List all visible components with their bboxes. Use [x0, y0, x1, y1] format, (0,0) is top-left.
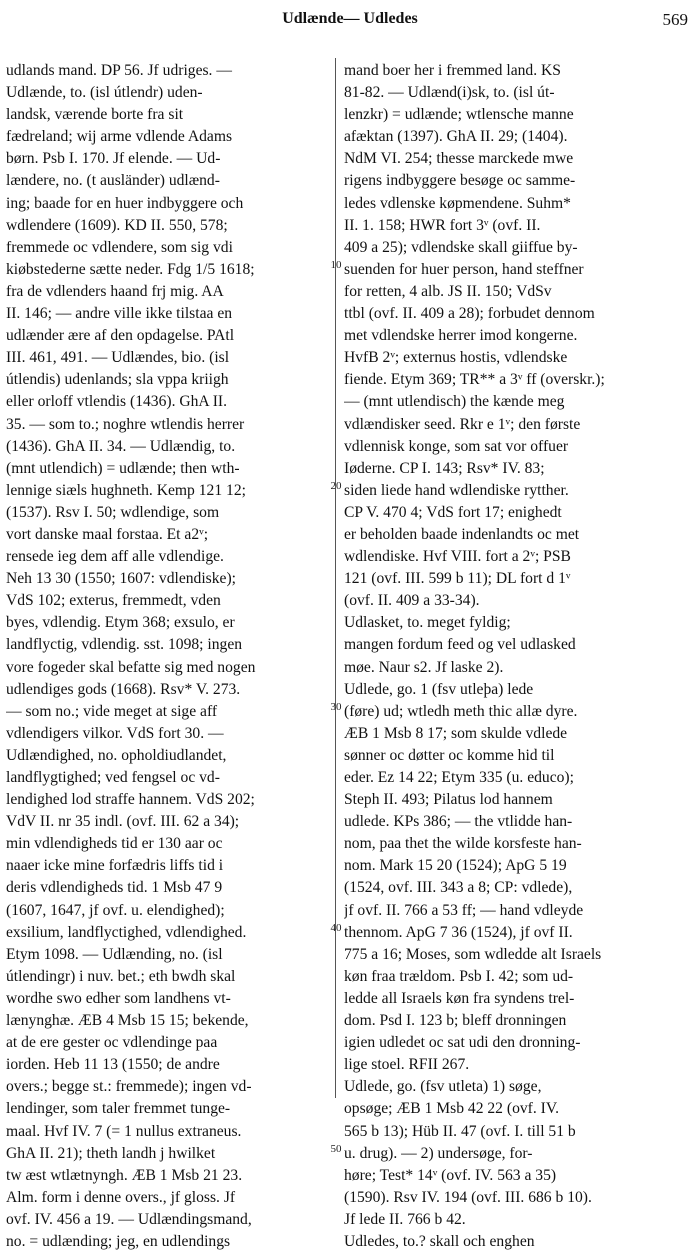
text-line: útlendis) udenlands; sla vppa kriigh: [6, 371, 229, 389]
text-line: vdlændisker seed. Rkr e 1ᵛ; den første: [344, 415, 581, 433]
text-line: deris vdlendigheds tid. 1 Msb 47 9: [6, 879, 223, 897]
left-column: [6, 60, 328, 1253]
text-line: 565 b 13); Hüb II. 47 (ovf. I. till 51 b: [344, 1122, 576, 1140]
text-line: fiende. Etym 369; TR** a 3ᵛ ff (overskr.);: [344, 371, 605, 389]
text-line: landflygtighed; ved fengsel oc vd-: [6, 769, 220, 786]
text-line: sønner oc døtter oc komme hid til: [344, 746, 555, 764]
text-line: eller orloff vtlendis (1436). GhA II.: [6, 393, 228, 411]
text-line: maal. Hvf IV. 7 (= 1 nullus extraneus.: [6, 1122, 242, 1140]
text-line: Alm. form i denne overs., jf gloss. Jf: [6, 1188, 236, 1206]
running-head: Udlænde— Udledes: [282, 10, 418, 27]
text-line: lendinger, som taler fremmet tunge-: [6, 1100, 231, 1118]
text-line: eder. Ez 14 22; Etym 335 (u. educo);: [344, 769, 574, 786]
text-line: rensede ieg dem aff alle vdlendige.: [6, 548, 224, 566]
text-line: siden liede hand wdlendiske rytther.: [344, 481, 569, 499]
text-line: ttbl (ovf. II. 409 a 28); forbudet dennom: [344, 305, 595, 323]
text-line: VdV II. nr 35 indl. (ovf. III. 62 a 34);: [6, 813, 240, 831]
text-line: exsilium, landflyctighed, vdlendighed.: [6, 923, 247, 941]
text-line: ledde all Israels køn fra syndens trel-: [344, 989, 575, 1007]
text-line: suenden for huer person, hand steffner: [344, 260, 584, 278]
text-line: lændere, no. (t ausländer) udlænd-: [6, 172, 220, 190]
text-line: fremmede oc vdlendere, som sig vdi: [6, 238, 233, 256]
text-line: udlænder ære af den opdagelse. PAtl: [6, 327, 235, 345]
text-line: mangen fordum feed og vel udlasked: [344, 636, 576, 654]
text-line: Udlænde, to. (isl útlendr) uden-: [6, 84, 203, 102]
text-line: udlands mand. DP 56. Jf udriges. —: [6, 62, 232, 79]
text-line: (føre) ud; wtledh meth thic allæ dyre.: [344, 702, 578, 720]
text-line: ÆB 1 Msb 8 17; som skulde vdlede: [344, 724, 568, 742]
text-line: lennige siæls hughneth. Kemp 121 12;: [6, 481, 246, 499]
text-line: (1590). Rsv IV. 194 (ovf. III. 686 b 10).: [344, 1188, 592, 1206]
text-line: nom. Mark 15 20 (1524); ApG 5 19: [344, 857, 567, 875]
text-line: landflyctig, vdlendig. sst. 1098; ingen: [6, 636, 243, 654]
text-line: ledes vdlenske køpmendene. Suhm*: [344, 194, 571, 212]
text-line: VdS 102; exterus, fremmedt, vden: [6, 592, 221, 610]
text-line: vdlennisk konge, som sat vor offuer: [344, 437, 569, 455]
text-line: naaer icke mine forfædris liffs tid i: [6, 857, 224, 875]
text-line: ing; baade for en huer indbyggere och: [6, 194, 244, 212]
page-header: [0, 10, 700, 34]
line-number: 30: [330, 700, 342, 713]
text-line: Udlasket, to. meget fyldig;: [344, 614, 511, 632]
text-line: 121 (ovf. III. 599 b 11); DL fort d 1ᵛ: [344, 570, 571, 588]
text-line: Udlede, go. (fsv utleta) 1) søge,: [344, 1078, 542, 1096]
text-line: met vdlendske herrer imod kongerne.: [344, 327, 578, 345]
text-line: igien udledet oc sat udi den dronning-: [344, 1034, 581, 1052]
text-line: III. 461, 491. — Udlændes, bio. (isl: [6, 349, 230, 367]
text-line: er beholden baade indenlandts oc met: [344, 525, 580, 543]
text-line: børn. Psb I. 170. Jf elende. — Ud-: [6, 150, 221, 168]
text-line: wdlendiske. Hvf VIII. fort a 2ᵛ; PSB: [344, 548, 571, 566]
line-number: 50: [330, 1142, 342, 1155]
text-line: afæktan (1397). GhA II. 29; (1404).: [344, 128, 568, 146]
text-line: no. = udlænding; jeg, en udlendings: [6, 1232, 231, 1250]
text-line: lenzkr) = udlænde; wtlensche manne: [344, 106, 574, 124]
text-line: vort danske maal forstaa. Et a2ᵛ;: [6, 525, 209, 543]
text-line: (1436). GhA II. 34. — Udlændig, to.: [6, 437, 236, 455]
text-line: II. 1. 158; HWR fort 3ᵛ (ovf. II.: [344, 216, 541, 234]
text-line: landsk, værende borte fra sit: [6, 106, 184, 124]
text-line: køn fraa trældom. Psb I. 42; som ud-: [344, 967, 574, 985]
text-line: wdlendere (1609). KD II. 550, 578;: [6, 216, 228, 234]
text-line: 775 a 16; Moses, som wdledde alt Israels: [344, 945, 602, 963]
text-line: Udlændighed, no. opholdiudlandet,: [6, 746, 227, 764]
text-line: ovf. IV. 456 a 19. — Udlændingsmand,: [6, 1210, 252, 1228]
text-line: 35. — som to.; noghre wtlendis herrer: [6, 415, 245, 433]
text-line: Neh 13 30 (1550; 1607: vdlendiske);: [6, 570, 236, 588]
text-line: 409 a 25); vdlendske skall giiffue by-: [344, 238, 578, 256]
line-number: 20: [330, 479, 342, 492]
text-line: CP V. 470 4; VdS fort 17; enighedt: [344, 503, 562, 521]
text-line: dom. Psd I. 123 b; bleff dronningen: [344, 1012, 567, 1030]
text-line: for retten, 4 alb. JS II. 150; VdSv: [344, 282, 552, 300]
text-line: vore fogeder skal befatte sig med nogen: [6, 658, 256, 676]
text-line: iorden. Heb 11 13 (1550; de andre: [6, 1056, 220, 1074]
text-line: II. 146; — andre ville ikke tilstaa en: [6, 305, 233, 323]
page-number: 569: [662, 10, 688, 29]
text-line: (ovf. II. 409 a 33-34).: [344, 592, 480, 610]
text-line: kiøbstederne sætte neder. Fdg 1/5 1618;: [6, 260, 255, 278]
text-line: (mnt utlendich) = udlænde; then wth-: [6, 459, 240, 477]
text-line: min vdlendigheds tid er 130 aar oc: [6, 835, 223, 853]
column-divider: [335, 58, 336, 1098]
text-line: opsøge; ÆB 1 Msb 42 22 (ovf. IV.: [344, 1100, 559, 1118]
text-line: tw æst wtlætnyngh. ÆB 1 Msb 21 23.: [6, 1166, 243, 1184]
text-line: vdlendigers vilkor. VdS fort 30. —: [6, 724, 224, 742]
text-line: høre; Test* 14ᵛ (ovf. IV. 563 a 35): [344, 1166, 557, 1184]
text-line: jf ovf. II. 766 a 53 ff; — hand vdleyde: [344, 901, 584, 919]
text-line: thennom. ApG 7 36 (1524), jf ovf II.: [344, 923, 573, 941]
text-line: wordhe swo edher som landhens vt-: [6, 989, 231, 1007]
text-line: (1524, ovf. III. 343 a 8; CP: vdlede),: [344, 879, 573, 897]
text-line: rigens indbyggere besøge oc samme-: [344, 172, 576, 190]
text-line: HvfB 2ᵛ; externus hostis, vdlendske: [344, 349, 568, 367]
text-line: Etym 1098. — Udlænding, no. (isl: [6, 945, 223, 963]
text-line: fædreland; wij arme vdlende Adams: [6, 128, 233, 146]
text-line: fra de vdlenders haand frj mig. AA: [6, 282, 224, 300]
text-line: lige stoel. RFII 267.: [344, 1056, 470, 1074]
line-number: 10: [330, 258, 342, 271]
text-line: at de ere gester oc vdlendinge paa: [6, 1034, 218, 1052]
text-line: NdM VI. 254; thesse marckede mwe: [344, 150, 574, 168]
text-line: — som no.; vide meget at sige aff: [6, 702, 218, 720]
text-line: Steph II. 493; Pilatus lod hannem: [344, 791, 553, 809]
text-line: lænynghæ. ÆB 4 Msb 15 15; bekende,: [6, 1012, 249, 1030]
text-line: Udledes, to.? skall och enghen: [344, 1232, 535, 1250]
text-line: Jf lede II. 766 b 42.: [344, 1210, 466, 1228]
text-line: útlendingr) i nuv. bet.; eth bwdh skal: [6, 967, 236, 985]
text-line: Iøderne. CP I. 143; Rsv* IV. 83;: [344, 459, 545, 477]
text-line: udlede. KPs 386; — the vtlidde han-: [344, 813, 573, 831]
right-column: [344, 60, 690, 1253]
text-line: Udlede, go. 1 (fsv utleþa) lede: [344, 680, 534, 698]
text-line: byes, vdlendig. Etym 368; exsulo, er: [6, 614, 235, 632]
text-line: overs.; begge st.: fremmede); ingen vd-: [6, 1078, 252, 1096]
text-line: møe. Naur s2. Jf laske 2).: [344, 658, 504, 676]
text-line: nom, paa thet the wilde korsfeste han-: [344, 835, 582, 853]
text-line: 81-82. — Udlænd(i)sk, to. (isl út-: [344, 84, 555, 102]
text-line: (1537). Rsv I. 50; wdlendige, som: [6, 503, 220, 521]
text-line: mand boer her i fremmed land. KS: [344, 62, 561, 79]
text-line: (1607, 1647, jf ovf. u. elendighed);: [6, 901, 225, 919]
text-line: udlendiges gods (1668). Rsv* V. 273.: [6, 680, 241, 698]
text-line: GhA II. 21); theth landh j hwilket: [6, 1144, 216, 1162]
line-number: 40: [330, 921, 342, 934]
text-line: — (mnt utlendisch) the kænde meg: [344, 393, 565, 411]
text-line: u. drug). — 2) undersøge, for-: [344, 1144, 533, 1162]
text-line: lendighed lod straffe hannem. VdS 202;: [6, 791, 255, 809]
